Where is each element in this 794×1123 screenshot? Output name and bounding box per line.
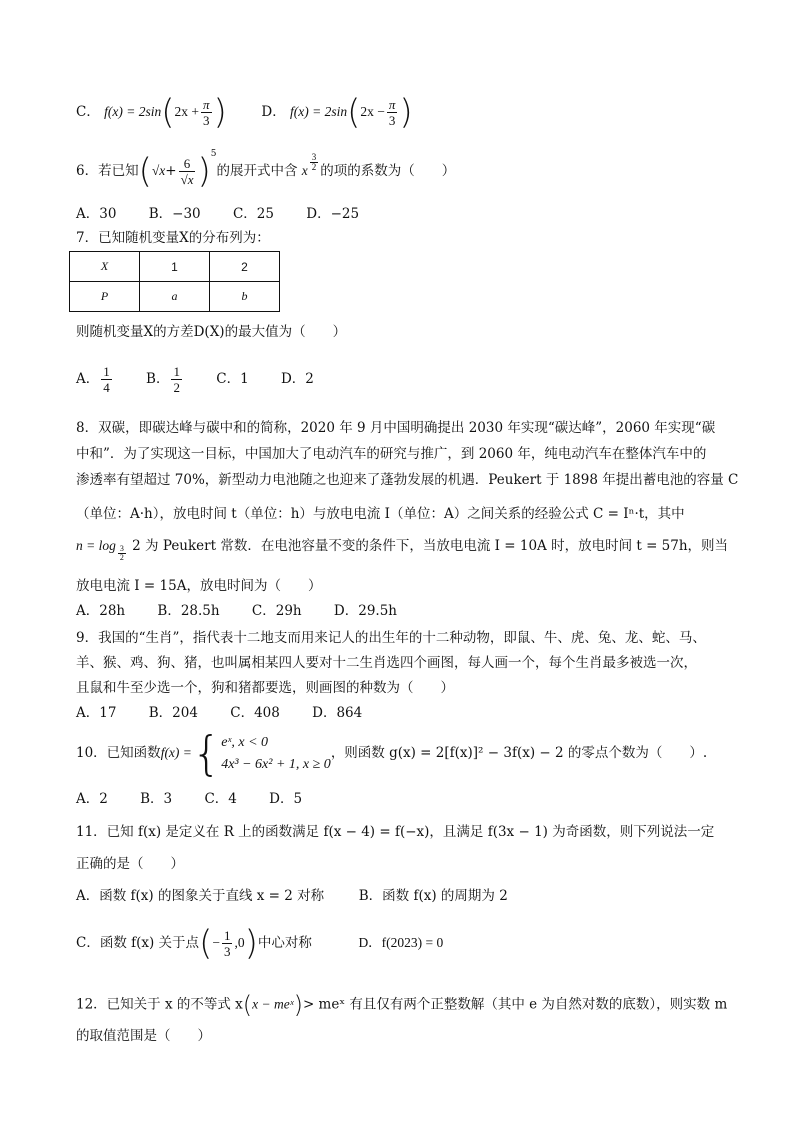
- q11-option-a: A．函数 f(x) 的图象关于直线 x = 2 对称: [76, 888, 325, 904]
- table-row: [70, 282, 280, 312]
- table-cell: a: [140, 282, 210, 312]
- table-cell: X: [70, 252, 140, 282]
- q10-option-d: D．5: [269, 791, 303, 807]
- q10-option-b: B．3: [140, 791, 173, 807]
- q7-options: [76, 364, 342, 395]
- q8-option-d: D．29.5h: [333, 603, 397, 619]
- q11-option-c: C．函数 f(x) 关于点(− $\frac{1}{3}$ ,0)中心对称: [76, 923, 312, 964]
- q9-option-b: B．204: [148, 705, 198, 721]
- q7-question: 则随机变量X的方差D(X)的最大值为（ ）: [76, 324, 347, 340]
- q8-option-a: A．28h: [76, 603, 126, 619]
- table-cell: 1: [140, 252, 210, 282]
- q7-option-b: B． $\frac{1}{2}$: [146, 364, 180, 395]
- q10-stem: 10．已知函数f(x) ={ eˣ, x < 0 4x³ − 6x² + 1, x ≥ 0 ，则函数 g(x) = 2[f(x)]² − 3f(x) − 2 的零点个数为（ ）.: [76, 726, 708, 781]
- q6-option-d: D．−25: [306, 206, 360, 222]
- table-row: [70, 252, 280, 282]
- q11-line-2: 正确的是（ ）: [76, 856, 184, 872]
- q8-line-3: 渗透率有望超过 70%，新型动力电池随之也迎来了蓬勃发展的机遇．Peukert 于 1898 年提出蓄电池的容量 C: [76, 472, 739, 488]
- q9-line-3: 且鼠和牛至少选一个，狗和猪都要选，则画图的种数为（ ）: [76, 680, 454, 696]
- q9-option-a: A．17: [76, 705, 117, 721]
- q11-option-b: B．函数 f(x) 的周期为 2: [358, 888, 508, 904]
- q8-line-2: 中和”．为了实现这一目标，中国加大了电动汽车的研究与推广，到 2060 年，纯电动汽车在整体汽车中的: [76, 446, 707, 462]
- q7-option-d: D．2: [280, 371, 314, 387]
- q9-line-1: 9．我国的“生肖”，指代表十二地支而用来记人的出生年的十二种动物，即鼠、牛、虎、兔、龙、蛇、马、: [76, 630, 706, 646]
- q5-option-c: C． f(x) = 2sin(2x + $\frac{\pi}{3}$ ): [76, 92, 227, 133]
- q8-line-4: （单位：A·h），放电时间 t（单位：h）与放电电流 I（单位：A）之间关系的经验公式 C = Iⁿ·t，其中: [76, 506, 685, 522]
- q8-option-c: C．29h: [251, 603, 302, 619]
- q7-stem: 7．已知随机变量X的分布列为：: [76, 230, 270, 246]
- table-cell: b: [210, 282, 280, 312]
- q8-line-6: 放电电流 I = 15A，放电时间为（ ）: [76, 578, 322, 594]
- q6-option-a: A．30: [76, 206, 117, 222]
- q5-option-d: D． f(x) = 2sin(2x − $\frac{\pi}{3}$ ): [261, 92, 413, 133]
- q7-option-a: A． $\frac{1}{4}$: [76, 364, 110, 395]
- q5-d-fraction: $\frac{\pi}{3}$: [388, 97, 396, 128]
- q6-option-b: B．−30: [148, 206, 201, 222]
- q6-options: [76, 204, 387, 224]
- q9-line-2: 羊、猴、鸡、狗、猪，也叫属相某四人要对十二生肖选四个画图，每人画一个，每个生肖最多被选一次，: [76, 655, 697, 671]
- q8-options: [76, 601, 425, 621]
- q8-option-b: B．28.5h: [157, 603, 220, 619]
- table-cell: 2: [210, 252, 280, 282]
- q11-options-cd: [76, 923, 444, 964]
- q7-option-c: C．1: [216, 371, 249, 387]
- q9-option-c: C．408: [230, 705, 280, 721]
- q8-line-5: n = log $\frac{3}{2}$ 2 为 Peukert 常数．在电池容量不变的条件下，当放电电流 I = 10A 时，放电时间 t = 57h，则当: [76, 538, 729, 562]
- q12-line-1: 12．已知关于 x 的不等式 x(x − meˣ)> meˣ 有且仅有两个正整数解（其中 e 为自然对数的底数），则实数 m: [76, 991, 728, 1019]
- q6-stem: 6．若已知(√x+ $\frac{6}{√x}$ )$^5$的展开式中含 x $\frac{3}{2}$ 的项的系数为（ ）: [76, 148, 456, 192]
- q6-exponent: $\frac{3}{2}$: [311, 152, 317, 172]
- q5-options: [76, 92, 413, 133]
- q10-piecewise: eˣ, x < 0 4x³ − 6x² + 1, x ≥ 0: [221, 734, 331, 772]
- distribution-table: [69, 251, 280, 312]
- q11-line-1: 11．已知 f(x) 是定义在 R 上的函数满足 f(x − 4) = f(−x)，且满足 f(3x − 1) 为奇函数，则下列说法一定: [76, 824, 715, 840]
- q9-options: [76, 703, 390, 723]
- q11-options-ab: [76, 886, 508, 906]
- q10-options: [76, 789, 330, 809]
- q10-option-c: C．4: [204, 791, 237, 807]
- q6-fraction: $\frac{6}{√x}$: [180, 156, 194, 187]
- q8-line-1: 8．双碳，即碳达峰与碳中和的简称，2020 年 9 月中国明确提出 2030 年实现“碳达峰”，2060 年实现“碳: [76, 420, 716, 436]
- q9-option-d: D．864: [312, 705, 363, 721]
- q5-c-fraction: $\frac{\pi}{3}$: [203, 97, 210, 128]
- table-cell: P: [70, 282, 140, 312]
- q10-option-a: A．2: [76, 791, 108, 807]
- q11-option-d: D．f(2023) = 0: [358, 935, 444, 950]
- q12-line-2: 的取值范围是（ ）: [76, 1028, 211, 1044]
- q6-option-c: C．25: [232, 206, 274, 222]
